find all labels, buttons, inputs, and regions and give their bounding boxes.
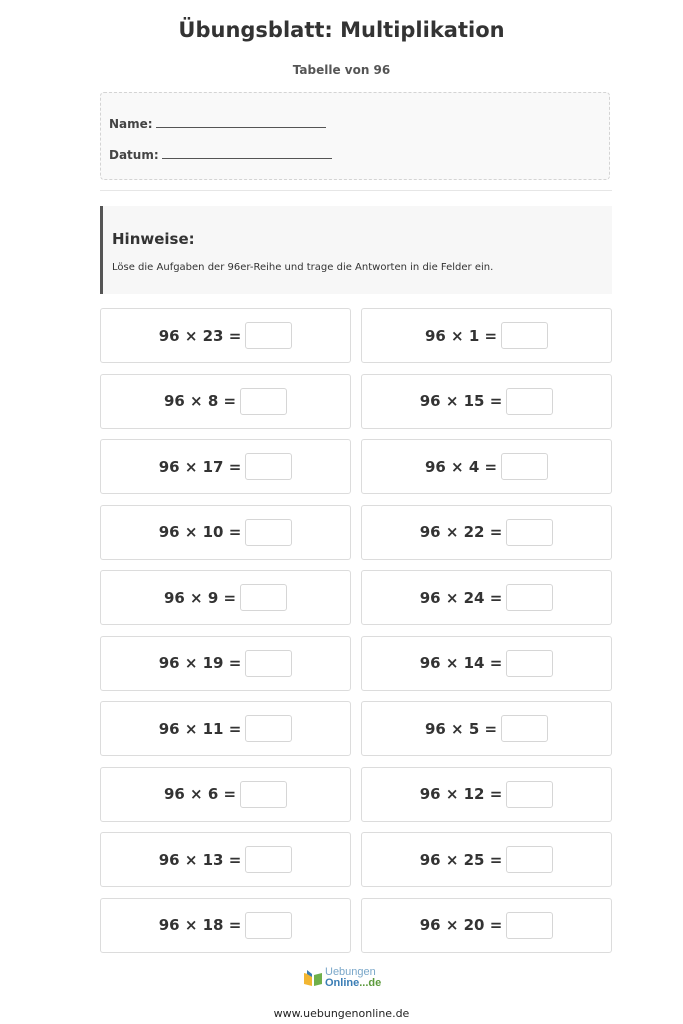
answer-input[interactable] [506, 584, 553, 611]
problem-card [100, 308, 351, 363]
problem-card [361, 701, 612, 756]
date-label: Datum: [109, 148, 159, 162]
problem-text: 96 × 9 = [163, 588, 237, 607]
hint-text: Löse die Aufgaben der 96er-Reihe und trage die Antworten in die Felder ein. [112, 262, 494, 273]
problem-card [361, 439, 612, 494]
problem-text: 96 × 14 = [419, 654, 503, 672]
answer-input[interactable] [240, 781, 287, 808]
problem-card [361, 636, 612, 691]
problem-card [100, 374, 351, 429]
page-title: Übungsblatt: Multiplikation [178, 18, 505, 42]
problem-text: 96 × 20 = [419, 916, 503, 934]
problem-text: 96 × 10 = [158, 523, 242, 541]
problem-card [100, 505, 351, 560]
answer-input[interactable] [506, 781, 553, 808]
problem-card [100, 832, 351, 887]
answer-input[interactable] [245, 846, 292, 873]
problem-card [100, 439, 351, 494]
problem-row [100, 767, 612, 822]
answer-input[interactable] [506, 519, 553, 546]
answer-input[interactable] [501, 453, 548, 480]
answer-input[interactable] [506, 912, 553, 939]
problem-row [100, 308, 612, 363]
logo-text-domain: ...de [359, 977, 382, 989]
logo-text-online: Online [325, 977, 360, 989]
problem-card [361, 505, 612, 560]
problem-card [100, 898, 351, 953]
name-field[interactable] [156, 115, 326, 128]
answer-input[interactable] [245, 715, 292, 742]
answer-input[interactable] [240, 584, 287, 611]
problem-text: 96 × 25 = [419, 850, 503, 869]
problem-text: 96 × 22 = [419, 523, 503, 541]
problem-row [100, 439, 612, 494]
answer-input[interactable] [245, 322, 292, 349]
answer-input[interactable] [245, 453, 292, 480]
answer-input[interactable] [501, 322, 548, 349]
problem-grid [100, 308, 612, 963]
divider [100, 190, 612, 191]
answer-input[interactable] [245, 650, 292, 677]
problem-text: 96 × 8 = [163, 392, 237, 410]
problem-text: 96 × 17 = [158, 457, 242, 476]
logo-text [325, 967, 381, 989]
problem-row [100, 636, 612, 691]
problem-row [100, 832, 612, 887]
logo-text-bottom [325, 978, 381, 989]
problem-text: 96 × 15 = [419, 392, 503, 410]
problem-text: 96 × 19 = [158, 654, 242, 672]
book-icon [303, 968, 323, 988]
answer-input[interactable] [501, 715, 548, 742]
problem-card [100, 767, 351, 822]
problem-card [361, 308, 612, 363]
answer-input[interactable] [506, 388, 553, 415]
problem-row [100, 701, 612, 756]
problem-text: 96 × 6 = [163, 785, 237, 803]
problem-text: 96 × 11 = [158, 719, 242, 738]
problem-text: 96 × 13 = [158, 850, 242, 869]
problem-row [100, 505, 612, 560]
problem-card [100, 701, 351, 756]
problem-card [361, 767, 612, 822]
name-line [109, 115, 326, 131]
problem-text: 96 × 1 = [424, 326, 498, 345]
problem-card [361, 898, 612, 953]
logo-text-top: Uebungen [325, 966, 376, 978]
answer-input[interactable] [506, 650, 553, 677]
problem-text: 96 × 23 = [158, 326, 242, 345]
problem-text: 96 × 18 = [158, 916, 242, 934]
problem-text: 96 × 4 = [424, 457, 498, 476]
page-subtitle: Tabelle von 96 [292, 63, 391, 77]
problem-row [100, 898, 612, 953]
date-field[interactable] [162, 146, 332, 159]
problem-row [100, 374, 612, 429]
hint-title: Hinweise: [112, 230, 195, 248]
problem-card [361, 570, 612, 625]
name-label: Name: [109, 117, 153, 131]
answer-input[interactable] [506, 846, 553, 873]
problem-card [100, 570, 351, 625]
date-line [109, 146, 332, 162]
problem-card [361, 374, 612, 429]
answer-input[interactable] [245, 519, 292, 546]
problem-card [361, 832, 612, 887]
problem-text: 96 × 5 = [424, 719, 498, 738]
problem-text: 96 × 12 = [419, 785, 503, 803]
answer-input[interactable] [245, 912, 292, 939]
footer-url[interactable]: www.uebungenonline.de [273, 1007, 410, 1020]
problem-card [100, 636, 351, 691]
hint-box [100, 206, 612, 294]
problem-row [100, 570, 612, 625]
site-logo [303, 967, 381, 989]
student-info-box [100, 92, 610, 180]
answer-input[interactable] [240, 388, 287, 415]
problem-text: 96 × 24 = [419, 588, 503, 607]
